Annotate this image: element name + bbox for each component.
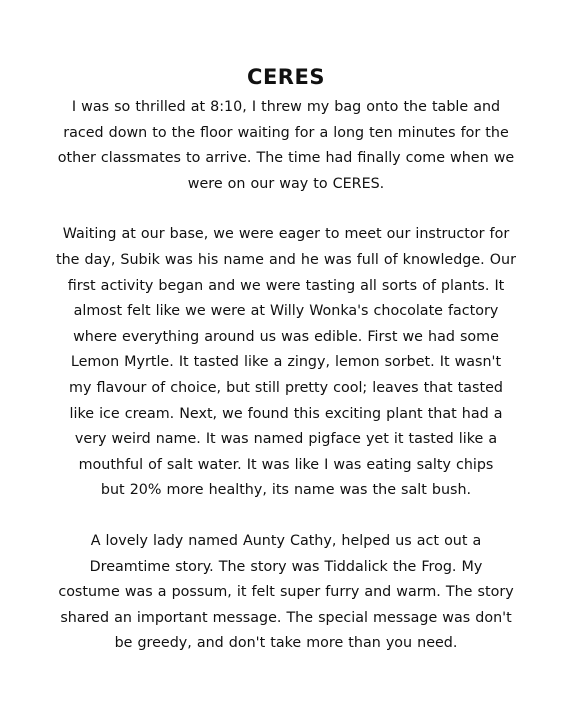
text-line: I was so thrilled at 8:10, I threw my bag onto the table and [71,99,501,115]
text-line: like ice cream. Next, we found this exciting plant that had a [69,405,503,422]
text-line: other classmates to arrive. The time had finally come when we [57,150,515,167]
paragraph-arrival [22,95,550,197]
text-line: Lemon Myrtle. It tasted like a zingy, lemon sorbet. It wasn't [70,354,502,371]
text-line: but 20% more healthy, its name was the salt bush. [100,482,472,499]
text-line: the day, Subik was his name and he was full of knowledge. Our [56,251,516,268]
text-line: shared an important message. The special message was don't [60,609,512,626]
text-line: mouthful of salt water. It was like I was eating salty chips [78,456,494,473]
text-line: Waiting at our base, we were eager to meet our instructor for [62,226,510,243]
text-line: first activity began and we were tasting all sorts of plants. It [67,277,505,294]
text-line: A lovely lady named Aunty Cathy, helped us act out a [90,532,482,549]
text-line: were on our way to CERES. [187,175,385,192]
text-line: Dreamtime story. The story was Tiddalick the Frog. My [89,558,483,575]
text-line: costume was a possum, it felt super furry and warm. The story [58,584,514,601]
paragraph-plant-tasting [22,222,550,504]
text-line: very weird name. It was named pigface yet it tasted like a [74,431,498,448]
text-line: my flavour of choice, but still pretty cool; leaves that tasted [69,379,503,396]
text-line: raced down to the floor waiting for a long ten minutes for the [63,124,509,141]
paragraph-dreamtime-story [22,529,550,657]
text-line: where everything around us was edible. First we had some [73,328,499,345]
text-line: almost felt like we were at Willy Wonka's chocolate factory [73,303,499,320]
document-title: CERES [247,65,325,89]
text-line: be greedy, and don't take more than you need. [114,635,458,652]
